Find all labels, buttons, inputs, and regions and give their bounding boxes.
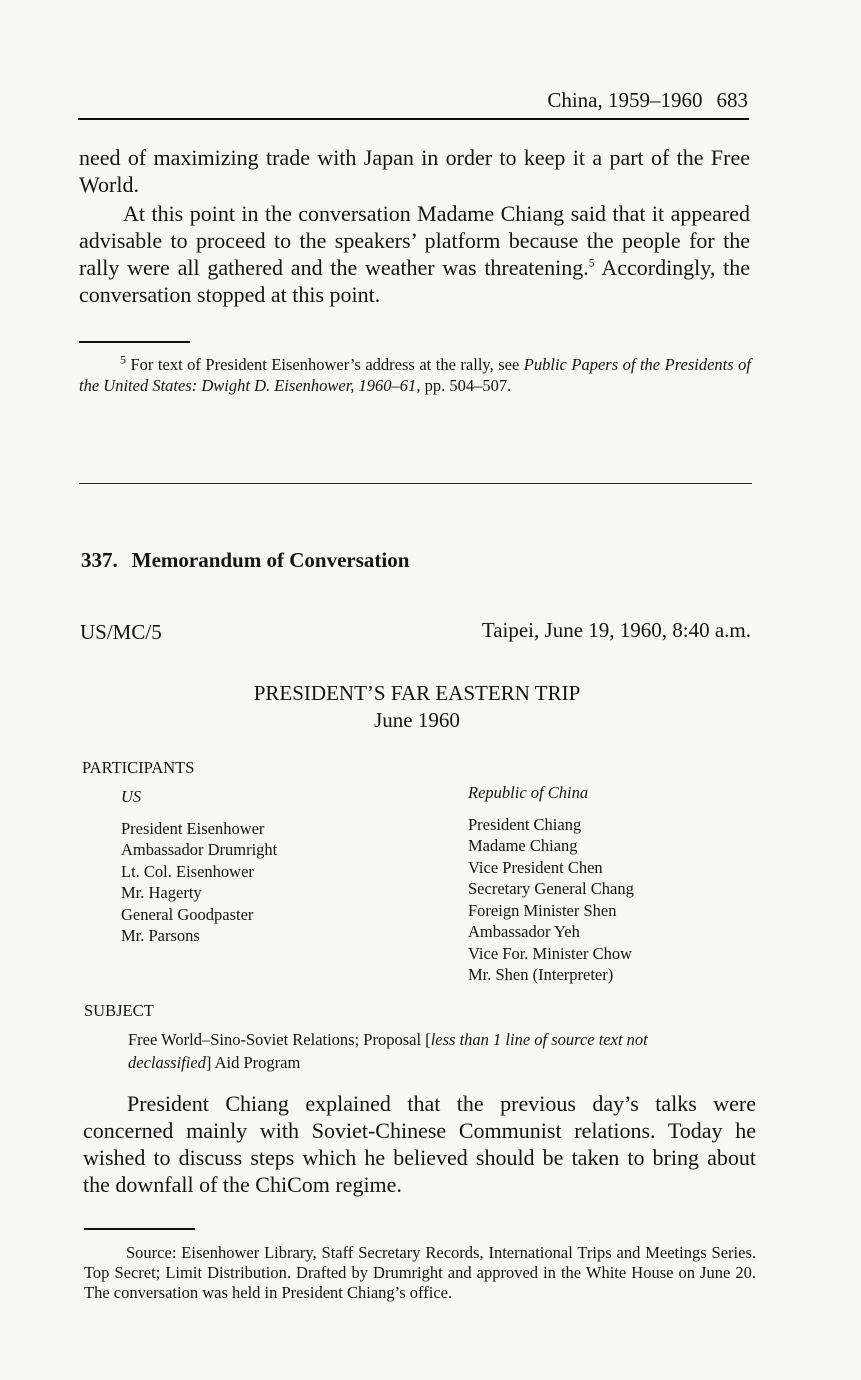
participant: Ambassador Drumright (121, 840, 278, 859)
subject-redaction-note: less than 1 line of source text not declassified (128, 1030, 648, 1072)
participant: General Goodpaster (121, 904, 254, 924)
document-id: US/MC/5 (80, 620, 162, 644)
section-divider (79, 483, 752, 484)
participant: Vice President Chen (468, 857, 603, 877)
trip-heading-line2: June 1960 (374, 708, 460, 732)
document-heading (81, 548, 409, 573)
footnote-citation-title: Public Papers of the Presidents of the United States: Dwight D. Eisenhower, 1960–61 (79, 355, 752, 395)
us-label: US (121, 787, 142, 806)
participant: Mr. Shen (Interpreter) (468, 965, 614, 984)
us-participants-column (121, 786, 277, 947)
participants-label: PARTICIPANTS (82, 758, 195, 777)
closing-paragraph-text: At this point in the conversation Madame Chiang said that it appeared advisable to proceed to the speakers’ platform because the people for the rally were all gathered and the weather was threatening. (79, 201, 750, 280)
source-note: Source: Eisenhower Library, Staff Secretary Records, International Trips and Meetings Series. Top Secret; Limit Distribution. Drafted by Drumright and approved in the White House on June 20. The conversation was held in President Chiang’s office. (84, 1243, 756, 1302)
participant: President Eisenhower (121, 818, 265, 838)
memorandum-body: President Chiang explained that the previous day’s talks were concerned mainly with Soviet-Chinese Communist relations. Today he wished to discuss steps which he believed should be taken to bring about the downfall of the ChiCom regime. (83, 1091, 756, 1197)
subject-part2: ] Aid Program (205, 1053, 301, 1072)
source-rule (84, 1228, 195, 1230)
continuation-paragraph: need of maximizing trade with Japan in order to keep it a part of the Free World. (79, 145, 750, 197)
participant: Ambassador Yeh (468, 922, 580, 941)
document-title: Memorandum of Conversation (131, 548, 410, 572)
trip-heading-line1: PRESIDENT’S FAR EASTERN TRIP (253, 681, 581, 705)
subject-part1: Free World–Sino-Soviet Relations; Proposal [ (128, 1030, 431, 1049)
footnote-ref-5: 5 (588, 255, 595, 270)
footnote-text-before: For text of President Eisenhower’s address at the rally, see (126, 355, 524, 374)
participant: Vice For. Minister Chow (468, 943, 633, 963)
participant: Mr. Hagerty (121, 883, 202, 902)
running-title: China, 1959–1960 (547, 88, 703, 112)
participant: Secretary General Chang (468, 879, 634, 898)
trip-heading (0, 680, 834, 734)
participant: Lt. Col. Eisenhower (121, 861, 254, 881)
roc-participants-column (468, 782, 634, 986)
footnote-rule (79, 341, 190, 343)
closing-paragraph-end: Accordingly, the conversation stopped at this point. (79, 255, 750, 307)
participant: Mr. Parsons (121, 926, 200, 945)
participant: President Chiang (468, 814, 582, 834)
subject-text (128, 1028, 728, 1074)
place-date: Taipei, June 19, 1960, 8:40 a.m. (481, 618, 751, 642)
participant: Foreign Minister Shen (468, 900, 617, 920)
footnote-5 (79, 354, 751, 396)
subject-label: SUBJECT (84, 1001, 154, 1020)
page-number: 683 (716, 88, 748, 112)
footnote-marker: 5 (120, 352, 126, 367)
document-number: 337. (81, 548, 118, 572)
running-header (547, 88, 748, 113)
closing-paragraph (79, 200, 750, 308)
header-rule (78, 118, 749, 120)
roc-label: Republic of China (468, 783, 589, 802)
participant: Madame Chiang (468, 836, 578, 855)
footnote-text-after: , pp. 504–507. (416, 376, 512, 395)
